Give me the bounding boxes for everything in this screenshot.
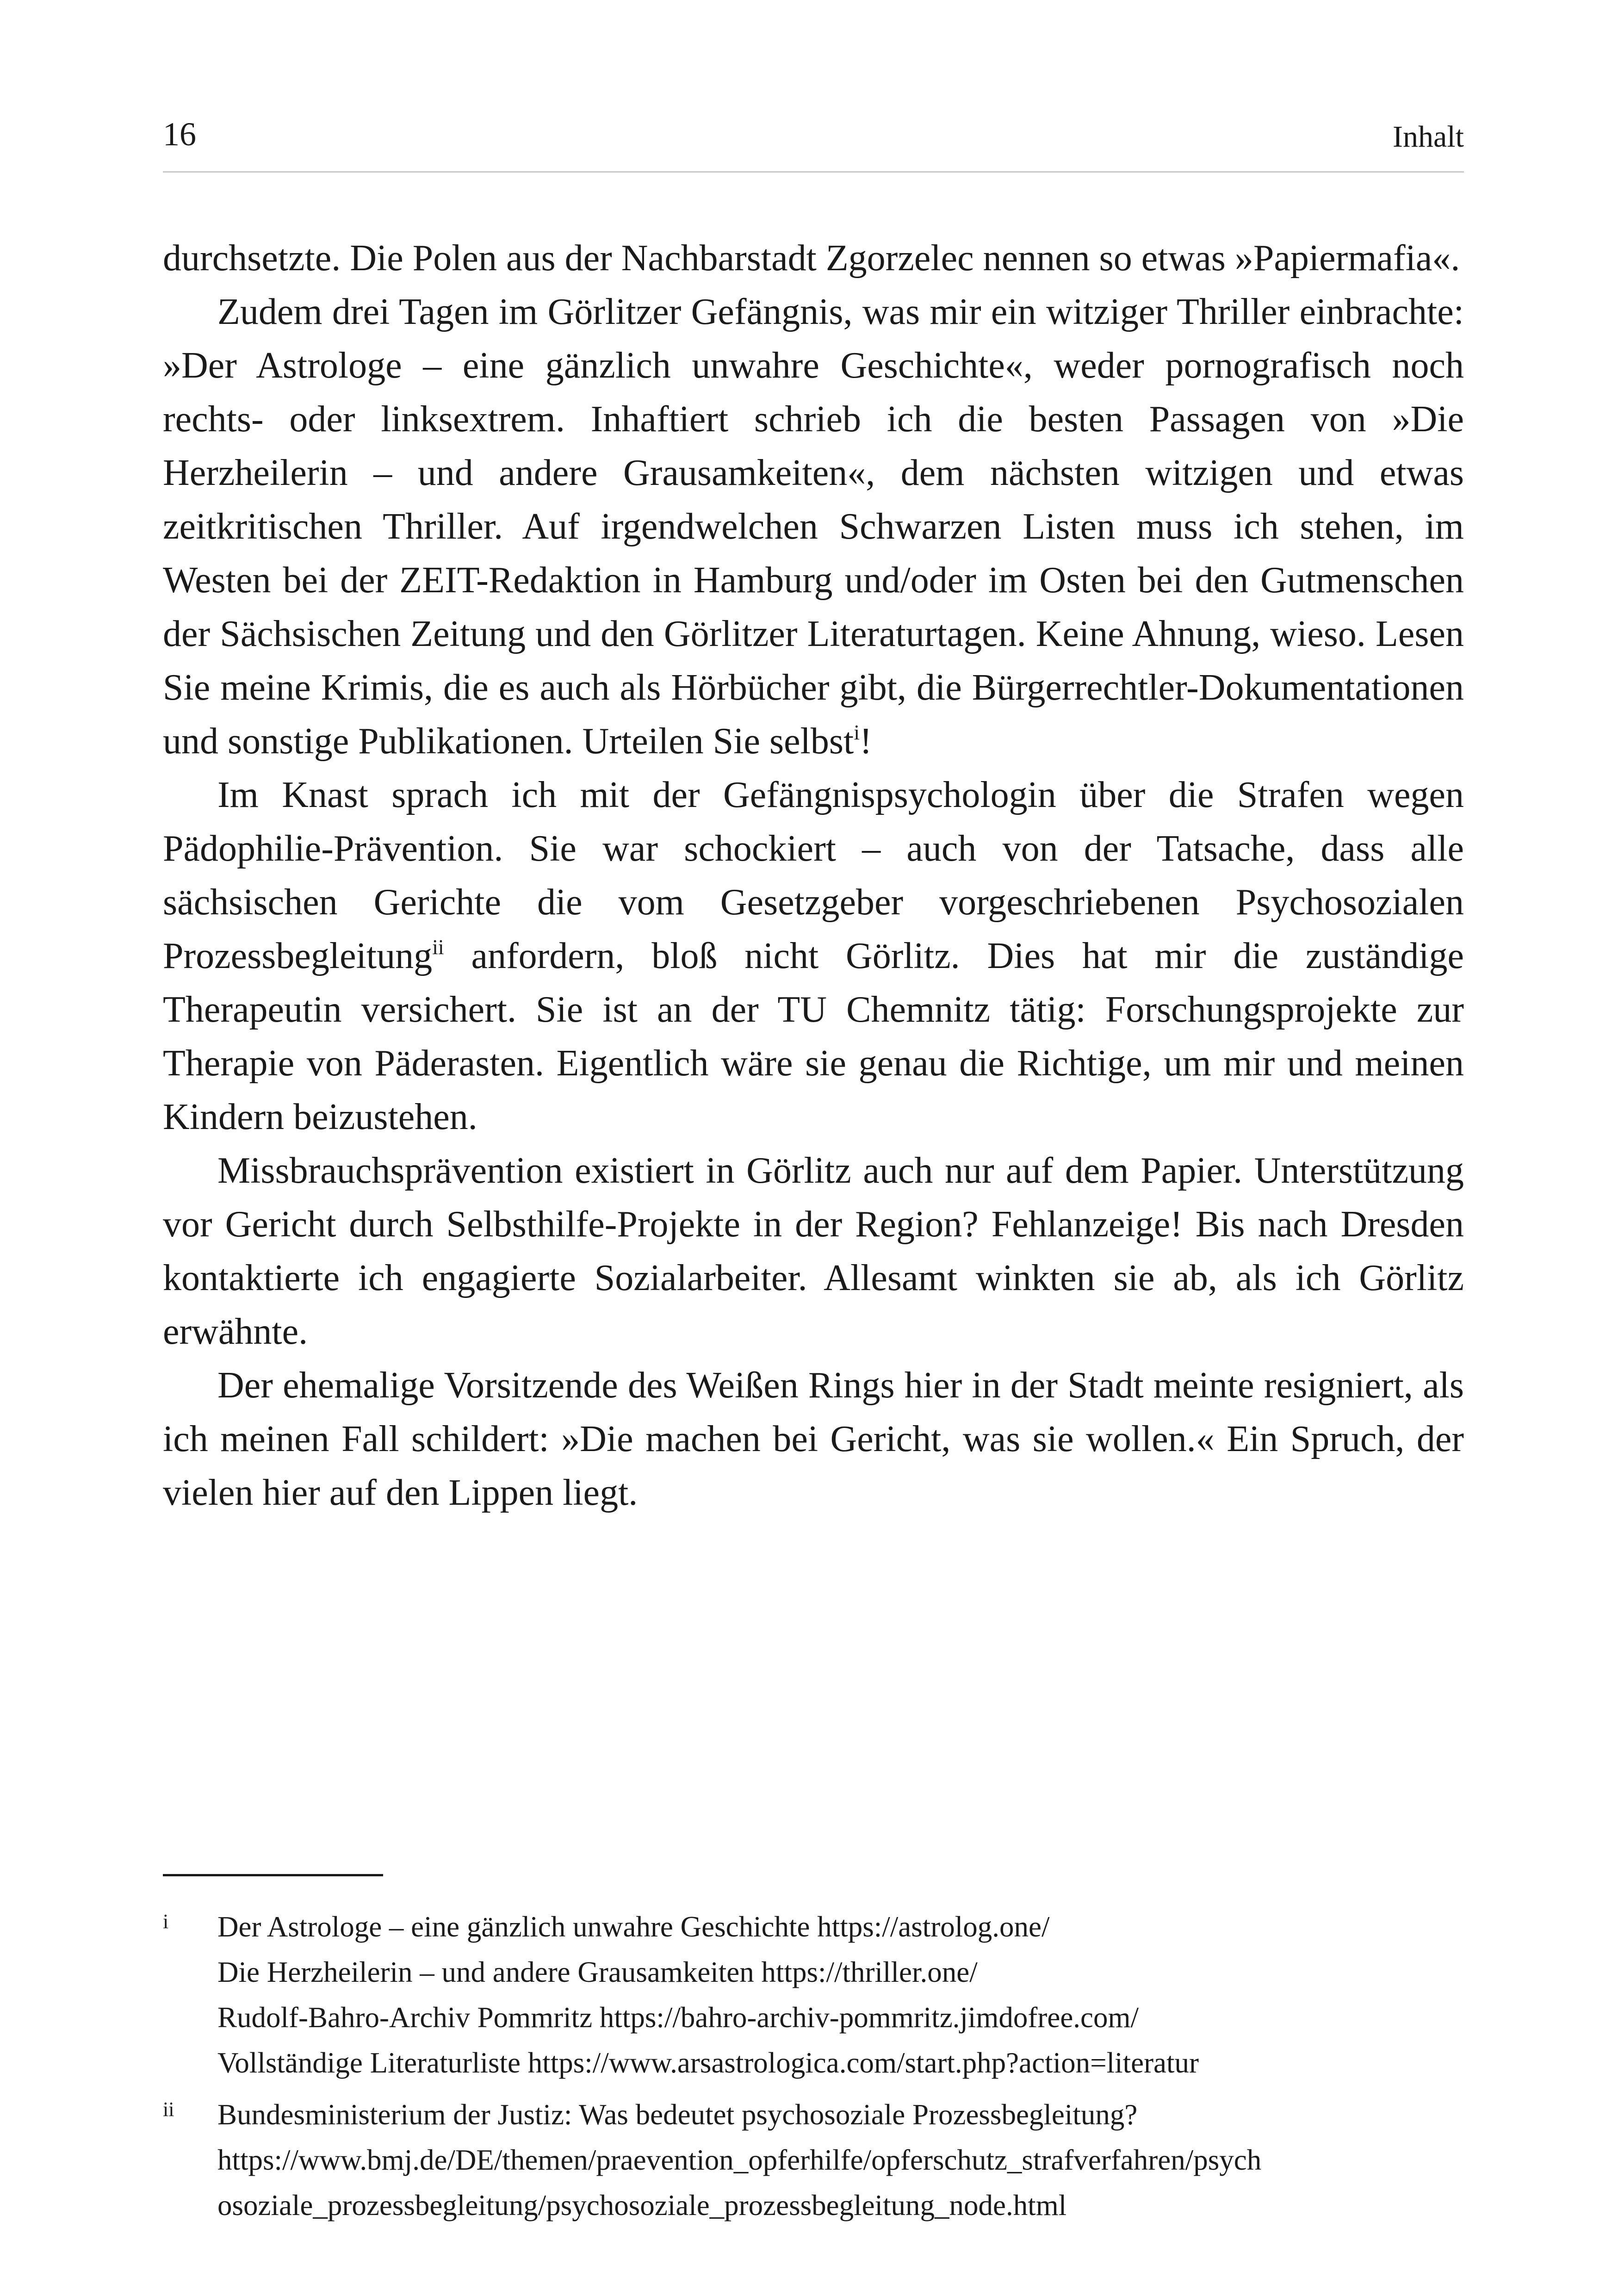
footnote-line: Rudolf-Bahro-Archiv Pommritz https://bahro-archiv-pommritz.jimdofree.com/ [217,2001,1139,2034]
paragraph-4: Missbrauchsprävention existiert in Görlitz auch nur auf dem Papier. Unterstützung vor Gericht durch Selbsthilfe-Projekte in der Region? Fehlanzeige! Bis nach Dresden kontaktierte ich engagierte Sozialarbeiter. Allesamt winkten sie ab, als ich Görlitz erwähnte. [163,1150,1464,1352]
footnote-ii [163,2092,1464,2228]
footnote-reference-ii[interactable]: ii [432,935,444,959]
paragraph-3 [163,768,1464,1144]
footnote-line: Bundesministerium der Justiz: Was bedeutet psychosoziale Prozessbegleitung? [217,2098,1138,2131]
footnote-line: Der Astrologe – eine gänzlich unwahre Geschichte https://astrolog.one/ [217,1911,1050,1943]
footnote-marker: i [163,1910,169,1933]
footnote-line: Vollständige Literaturliste https://www.arsastrologica.com/start.php?action=literatur [217,2047,1199,2079]
running-head: Inhalt [1393,120,1464,154]
body-text [163,231,1464,1520]
footnotes [163,1904,1464,2234]
page-number: 16 [163,116,196,153]
paragraph-3-text-end: anfordern, bloß nicht Görlitz. Dies hat mir die zuständige Therapeutin versichert. Sie ist an der TU Chemnitz tätig: Forschungsprojekte zur Therapie von Päderasten. Eigentlich wäre sie genau die Richtige, um mir und meinen Kindern beizustehen. [163,936,1464,1137]
paragraph-2-text: Zudem drei Tagen im Görlitzer Gefängnis, was mir ein witziger Thriller einbrachte: »Der Astrologe – eine gänzlich unwahre Geschichte«, weder pornografisch noch rechts- oder linksextrem. Inhaftiert schrieb ich die besten Passagen von »Die Herzheilerin – und andere Grausamkeiten«, dem nächsten witzigen und etwas zeitkritischen Thriller. Auf irgendwelchen Schwarzen Listen muss ich stehen, im Westen bei der ZEIT-Redaktion in Hamburg und/oder im Osten bei den Gutmenschen der Sächsischen Zeitung und den Görlitzer Literaturtagen. Keine Ahnung, wieso. Lesen Sie meine Krimis, die es auch als Hörbücher gibt, die Bürgerrechtler-Dokumentationen und sonstige Publikationen. Urteilen Sie selbst [163,292,1464,762]
paragraph-1: durchsetzte. Die Polen aus der Nachbarstadt Zgorzelec nennen so etwas »Papiermafia«. [163,238,1460,279]
footnote-marker: ii [163,2098,174,2121]
footnote-separator [163,1874,383,1876]
paragraph-3-text-start: Im Knast sprach ich mit der Gefängnispsychologin über die Strafen wegen Pädophilie-Prävention. Sie war schockiert – auch von der Tatsache, dass alle sächsischen Gerichte die vom Gesetzgeber vorgeschriebenen Psychosozialen Prozessbegleitung [163,775,1464,976]
page-header [163,111,1464,173]
footnote-i [163,1904,1464,2085]
paragraph-5: Der ehemalige Vorsitzende des Weißen Rings hier in der Stadt meinte resigniert, als ich meinen Fall schildert: »Die machen bei Gericht, was sie wollen.« Ein Spruch, der vielen hier auf den Lippen liegt. [163,1365,1464,1513]
footnote-reference-i[interactable]: i [854,720,860,744]
footnote-line: https://www.bmj.de/DE/themen/praevention_opferhilfe/opferschutz_strafverfahren/psych [217,2144,1262,2176]
paragraph-2-end: ! [859,721,872,762]
paragraph-2 [163,285,1464,768]
footnote-line: Die Herzheilerin – und andere Grausamkeiten https://thriller.one/ [217,1956,978,1988]
footnote-line: osoziale_prozessbegleitung/psychosoziale_prozessbegleitung_node.html [217,2189,1067,2222]
